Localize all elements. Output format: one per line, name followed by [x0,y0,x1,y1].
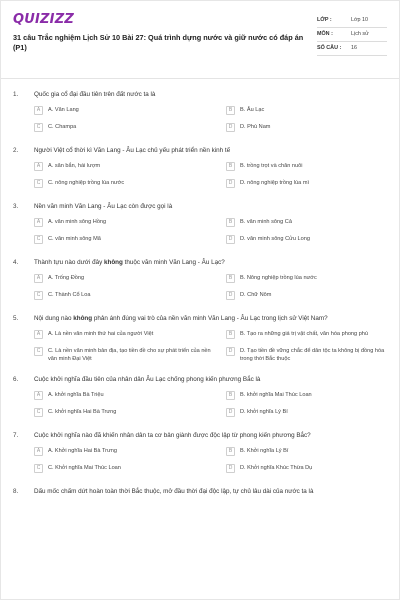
meta-row [317,28,387,42]
question-header [13,488,387,496]
meta-label: MÔN : [317,31,333,37]
answer-option[interactable] [226,408,398,419]
option-text: B. khởi nghĩa Mai Thúc Loan [240,392,312,398]
meta-row [317,42,387,56]
question-item [13,315,387,363]
question-number: 1. [13,91,19,98]
option-letter-box[interactable]: C [34,291,43,300]
worksheet-title: 31 câu Trắc nghiệm Lịch Sử 10 Bài 27: Quá trình dựng nước và giữ nước có đáp án (P1) [13,33,304,52]
option-text: D. khởi nghĩa Lý Bí [240,409,288,415]
answer-option[interactable] [34,447,218,458]
answer-option[interactable] [34,106,218,117]
option-letter-box[interactable]: A [34,106,43,115]
option-text: A. khởi nghĩa Bà Triệu [48,392,104,398]
option-text: C. Là nền văn minh bản địa, tạo tiền đề cho sự phát triển của nền văn minh Đại Việt [48,348,211,362]
question-text-pre: Thành tựu nào dưới đây [34,259,104,266]
answer-option[interactable] [34,347,218,363]
question-text-post: thuộc văn minh Văn Lang - Âu Lạc? [122,259,225,266]
answer-option[interactable] [226,330,398,341]
answer-option[interactable] [226,123,398,134]
answer-option[interactable] [34,291,218,302]
option-letter-box[interactable]: D [226,179,235,188]
option-letter-box[interactable]: B [226,447,235,456]
worksheet-header [1,1,399,79]
option-grid [13,106,387,134]
question-number: 3. [13,203,19,210]
option-grid [13,330,387,363]
option-letter-box[interactable]: B [226,218,235,227]
option-grid [13,162,387,190]
option-letter-box[interactable]: D [226,347,235,356]
answer-option[interactable] [34,162,218,173]
question-header [13,259,387,267]
question-header [13,432,387,440]
question-text [34,376,387,384]
answer-option[interactable] [34,330,218,341]
answer-option[interactable] [34,235,218,246]
answer-option[interactable] [34,391,218,402]
meta-row [317,14,387,28]
option-grid [13,447,387,475]
option-text: D. Phù Nam [240,124,271,130]
option-text: D. Chữ Nôm [240,292,272,298]
option-text: A. Trống Đồng [48,275,85,281]
question-item [13,259,387,302]
question-text [34,315,387,323]
worksheet-meta [317,14,387,78]
answer-option[interactable] [34,123,218,134]
answer-option[interactable] [34,408,218,419]
option-letter-box[interactable]: D [226,291,235,300]
answer-option[interactable] [226,106,398,117]
option-letter-box[interactable]: D [226,235,235,244]
option-letter-box[interactable]: D [226,464,235,473]
option-text: A. Là nền văn minh thứ hai của người Việt [48,331,154,337]
option-grid [13,218,387,246]
question-text [34,488,387,496]
option-text: B. Khởi nghĩa Lý Bí [240,448,289,454]
answer-option[interactable] [34,464,218,475]
question-number: 8. [13,488,19,495]
answer-option[interactable] [226,274,398,285]
option-letter-box[interactable]: A [34,162,43,171]
question-header [13,147,387,155]
option-letter-box[interactable]: A [34,330,43,339]
question-text-pre: Cuộc khởi nghĩa nào đã khiến nhân dân ta cơ bản giành được độc lập từ phong kiến phương Bắc? [34,432,311,439]
question-list [1,79,399,496]
option-letter-box[interactable]: A [34,447,43,456]
header-left [13,12,313,78]
option-text: C. Thành Cổ Loa [48,292,91,298]
option-letter-box[interactable]: B [226,162,235,171]
option-letter-box[interactable]: C [34,179,43,188]
option-letter-box[interactable]: B [226,330,235,339]
option-text: C. Champa [48,124,77,130]
quizizz-logo[interactable]: QUIZIZZ [13,12,74,27]
answer-option[interactable] [226,347,398,363]
option-text: D. Khởi nghĩa Khúc Thừa Dụ [240,465,313,471]
meta-value: Lớp 10 [351,17,369,23]
option-text: B. Tạo ra những giá trị vật chất, văn hóa phong phú [240,331,369,337]
question-text-pre: Người Việt cổ thời kì Văn Lang - Âu Lạc chủ yếu phát triển nền kinh tế [34,147,231,154]
meta-value: 16 [351,45,357,51]
option-text: B. văn minh sông Cả [240,219,292,225]
question-number: 7. [13,432,19,439]
option-text: B. Nông nghiệp trồng lúa nước [240,275,317,281]
option-letter-box[interactable]: C [34,123,43,132]
option-letter-box[interactable]: C [34,235,43,244]
question-item [13,488,387,496]
question-text [34,147,387,155]
answer-option[interactable] [226,235,398,246]
option-text: B. trồng trọt và chăn nuôi [240,163,303,169]
question-item [13,147,387,190]
question-item [13,432,387,475]
question-text-pre: Dấu mốc chấm dứt hoàn toàn thời Bắc thuộc, mở đầu thời đại độc lập, tự chủ lâu dài của nước ta là [34,488,314,495]
answer-option[interactable] [34,179,218,190]
question-text-pre: Nội dung nào [34,315,74,322]
question-header [13,315,387,323]
meta-value: Lịch sử [351,31,369,37]
question-item [13,376,387,419]
question-text-bold: không [73,315,93,322]
answer-option[interactable] [226,464,398,475]
option-letter-box[interactable]: C [34,347,43,356]
option-letter-box[interactable]: A [34,391,43,400]
question-number: 5. [13,315,19,322]
question-text-pre: Quốc gia cổ đại đầu tiên trên đất nước ta là [34,91,156,98]
question-text-bold: không [103,259,123,266]
answer-option[interactable] [226,291,398,302]
question-header [13,376,387,384]
option-grid [13,391,387,419]
question-text [34,432,387,440]
option-text: D. Tạo tiền đề vững chắc để dân tộc ta không bị đồng hóa trong thời Bắc thuộc [240,348,385,362]
meta-label: LỚP : [317,17,332,23]
answer-option[interactable] [34,218,218,229]
option-letter-box[interactable]: D [226,123,235,132]
option-text: D. văn minh sông Cửu Long [240,236,310,242]
question-header [13,91,387,99]
option-grid [13,274,387,302]
answer-option[interactable] [226,162,398,173]
option-letter-box[interactable]: B [226,391,235,400]
answer-option[interactable] [226,391,398,402]
option-text: C. khởi nghĩa Hai Bà Trưng [48,409,117,415]
option-text: D. nông nghiệp trồng lúa mì [240,180,310,186]
option-text: A. săn bắn, hái lượm [48,163,101,169]
question-text [34,259,387,267]
question-number: 2. [13,147,19,154]
answer-option[interactable] [226,179,398,190]
option-letter-box[interactable]: A [34,274,43,283]
question-number: 4. [13,259,19,266]
question-text-pre: Cuộc khởi nghĩa đầu tiên của nhân dân Âu Lạc chống phong kiến phương Bắc là [34,376,261,383]
option-text: A. Khởi nghĩa Hai Bà Trưng [48,448,117,454]
answer-option[interactable] [226,218,398,229]
option-letter-box[interactable]: A [34,218,43,227]
option-text: B. Âu Lạc [240,107,265,113]
option-letter-box[interactable]: C [34,464,43,473]
option-letter-box[interactable]: B [226,274,235,283]
question-item [13,203,387,246]
question-text-pre: Nền văn minh Văn Lang - Âu Lạc còn được gọi là [34,203,173,210]
option-text: C. Khởi nghĩa Mai Thúc Loan [48,465,121,471]
option-letter-box[interactable]: B [226,106,235,115]
question-item [13,91,387,134]
answer-option[interactable] [34,274,218,285]
option-text: C. văn minh sông Mã [48,236,101,242]
question-number: 6. [13,376,19,383]
option-text: C. nông nghiệp trồng lúa nước [48,180,125,186]
question-text-post: phản ánh đúng vai trò của nền văn minh Văn Lang - Âu Lạc trong lịch sử Việt Nam? [92,315,328,322]
question-text [34,91,387,99]
answer-option[interactable] [226,447,398,458]
question-text [34,203,387,211]
question-header [13,203,387,211]
option-letter-box[interactable]: C [34,408,43,417]
meta-label: SỐ CÂU : [317,45,342,51]
option-text: A. văn minh sông Hồng [48,219,107,225]
option-letter-box[interactable]: D [226,408,235,417]
option-text: A. Văn Lang [48,107,79,113]
